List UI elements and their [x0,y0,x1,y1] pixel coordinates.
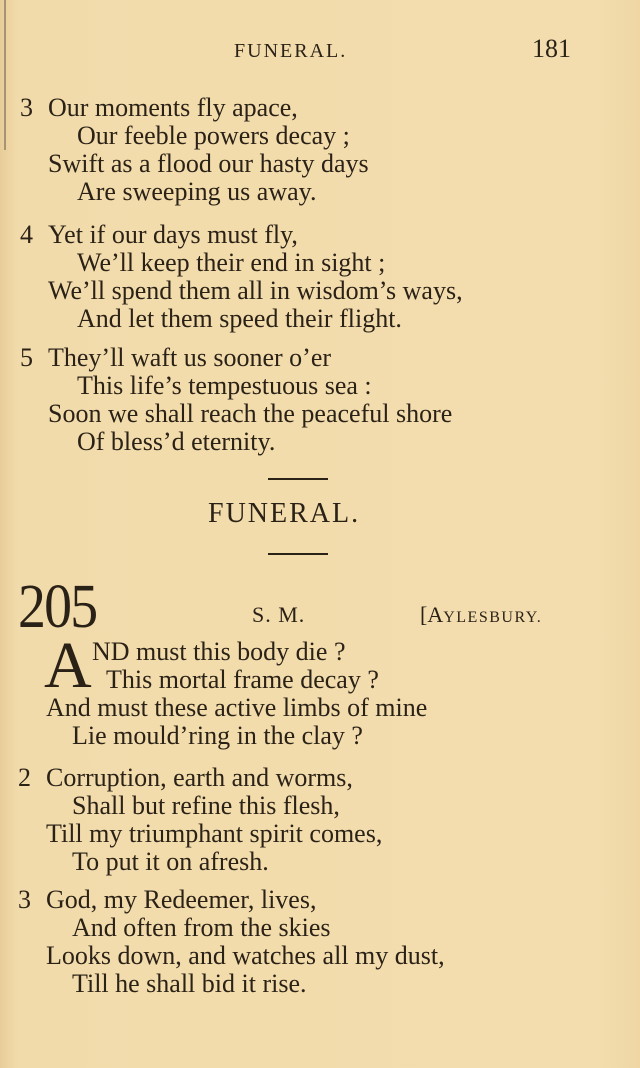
tune-name [420,602,542,628]
verse-line: Yet if our days must fly, [48,220,298,249]
verse-line: To put it on afresh. [72,847,269,876]
verse-line: Shall but refine this flesh, [72,791,340,820]
divider-rule [268,553,328,555]
verse-line: Till he shall bid it rise. [72,969,307,998]
verse-line: Are sweeping us away. [77,177,317,206]
page-number: 181 [532,34,571,63]
verse-line: We’ll spend them all in wisdom’s ways, [48,276,463,305]
verse-line: Of bless’d eternity. [77,427,276,456]
drop-cap: A [44,629,92,702]
verse-line: And must these active limbs of mine [46,693,428,722]
verse-line: Till my triumphant spirit comes, [46,819,383,848]
verse-line: Swift as a flood our hasty days [48,149,369,178]
verse-line: This life’s tempestuous sea : [77,371,372,400]
verse-line: We’ll keep their end in sight ; [77,248,386,277]
verse-line: ND must this body die ? [92,637,346,666]
hymn-meter: S. M. [252,602,306,627]
stanza-number: 3 [20,93,33,122]
stanza-number: 3 [18,885,31,914]
verse-line: Our feeble powers decay ; [77,121,350,150]
verse-line: Our moments fly apace, [48,93,298,122]
stanza-number: 4 [20,220,33,249]
verse-line: And let them speed their flight. [77,304,402,333]
running-head: FUNERAL. [234,40,348,62]
tune-rest: YLESBURY. [443,609,543,626]
verse-line: Soon we shall reach the peaceful shore [48,399,453,428]
tune-initial: A [427,602,444,627]
verse-line: And often from the skies [72,913,331,942]
verse-line: Looks down, and watches all my dust, [46,941,445,970]
page-edge-shadow [4,0,6,150]
verse-line: Corruption, earth and worms, [46,763,353,792]
verse-line: God, my Redeemer, lives, [46,885,317,914]
divider-rule [268,478,328,480]
verse-line: Lie mould’ring in the clay ? [72,721,363,750]
section-title: FUNERAL. [208,498,361,529]
stanza-number: 2 [18,763,31,792]
tune-bracket: [ [420,602,428,627]
hymn-number: 205 [18,573,97,641]
stanza-number: 5 [20,343,33,372]
verse-line: They’ll waft us sooner o’er [48,343,332,372]
verse-line: This mortal frame decay ? [106,665,379,694]
